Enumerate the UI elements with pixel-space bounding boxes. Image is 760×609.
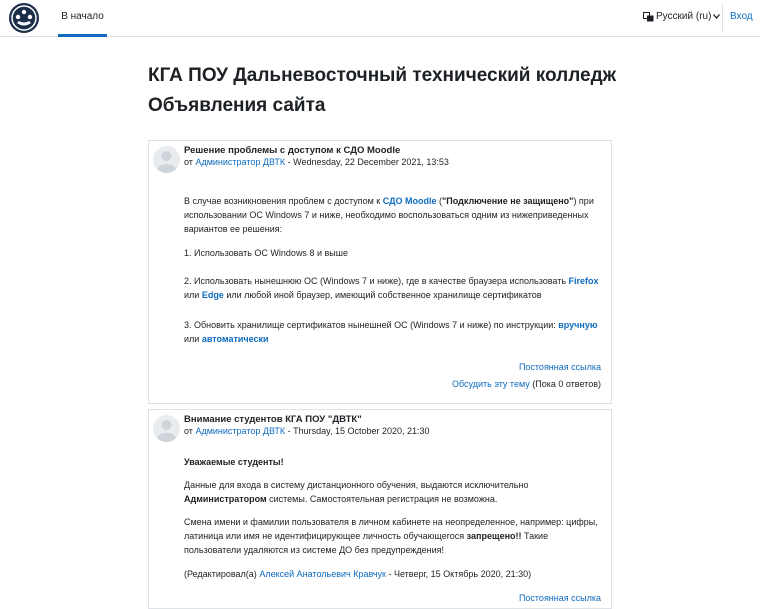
discuss-topic-link[interactable]: Обсудить эту тему — [451, 379, 530, 389]
language-menu[interactable] — [643, 11, 720, 22]
post-paragraph: Смена имени и фамилии пользователя в личном кабинете на неопределенное, например: цифры, латиница или имя не идентифицирующее личность обучающегося запрещено!! Такие пользователи удаляются из системе ДО без предупреждения! — [184, 517, 598, 555]
author-link[interactable]: Администратор ДВТК — [195, 426, 286, 436]
editor-link[interactable]: Алексей Анатольевич Кравчук — [259, 569, 386, 579]
post-paragraph: 2. Использовать нынешнюю ОС (Windows 7 и ниже), где в качестве браузера использовать Firefox или Edge или любой иной браузер, имеющий собственное хранилище сертификатов — [184, 276, 599, 300]
post-byline — [184, 157, 449, 167]
permalink-link[interactable]: Постоянная ссылка — [518, 362, 601, 372]
avatar[interactable] — [153, 146, 180, 173]
avatar[interactable] — [153, 415, 180, 442]
page-title: Объявления сайта — [148, 95, 326, 116]
automatic-link[interactable]: автоматически — [201, 334, 269, 344]
post-content — [149, 181, 611, 346]
post-content — [149, 450, 611, 581]
post-byline — [184, 426, 430, 436]
post-paragraph: 1. Использовать ОС Windows 8 и выше — [184, 248, 348, 258]
site-title: КГА ПОУ Дальневосточный технический колледж — [148, 65, 617, 86]
language-label: Русский (ru) — [656, 11, 712, 22]
post-subject: Внимание студентов КГА ПОУ "ДВТК" — [184, 414, 362, 425]
post-date: - Thursday, 15 October 2020, 21:30 — [285, 426, 430, 436]
nav-home-link[interactable]: В начало — [58, 0, 107, 37]
post-subject: Решение проблемы с доступом к СДО Moodle — [184, 145, 401, 156]
post-edited-note: (Редактировал(а) Алексей Анатольевич Кравчук - Четверг, 15 Октябрь 2020, 21:30) — [184, 569, 532, 579]
language-icon — [643, 12, 654, 22]
post-paragraph: В случае возникновения проблем с доступом к СДО Moodle ("Подключение не защищено") при использовании ОС Windows 7 и ниже, необходимо воспользоваться одним из нижеприведенных вариантов ее решения: — [184, 196, 594, 234]
edge-link[interactable]: Edge — [201, 290, 224, 300]
moodle-link[interactable]: СДО Moodle — [382, 196, 437, 206]
forum-post — [148, 140, 612, 404]
post-paragraph: Уважаемые студенты! — [184, 457, 284, 467]
post-paragraph: Данные для входа в систему дистанционного обучения, выдаются исключительно Администратором системы. Самостоятельная регистрация не возможна. — [184, 480, 529, 504]
firefox-link[interactable]: Firefox — [568, 276, 599, 286]
replies-count: (Пока 0 ответов) — [529, 379, 601, 389]
author-link[interactable]: Администратор ДВТК — [195, 157, 286, 167]
navbar-divider — [722, 4, 723, 32]
by-prefix: от — [184, 426, 193, 436]
login-link[interactable]: Вход — [730, 11, 753, 22]
post-paragraph: 3. Обновить хранилище сертификатов нынешней ОС (Windows 7 и ниже) по инструкции: вручную или автоматически — [184, 320, 598, 344]
forum-post — [148, 409, 612, 609]
post-date: - Wednesday, 22 December 2021, 13:53 — [285, 157, 449, 167]
chevron-down-icon — [713, 14, 720, 19]
navbar — [0, 0, 760, 37]
by-prefix: от — [184, 157, 193, 167]
manual-link[interactable]: вручную — [558, 320, 598, 330]
post-footer — [149, 360, 611, 391]
site-logo[interactable] — [8, 2, 40, 34]
permalink-link[interactable]: Постоянная ссылка — [518, 593, 601, 603]
post-footer — [149, 591, 611, 605]
